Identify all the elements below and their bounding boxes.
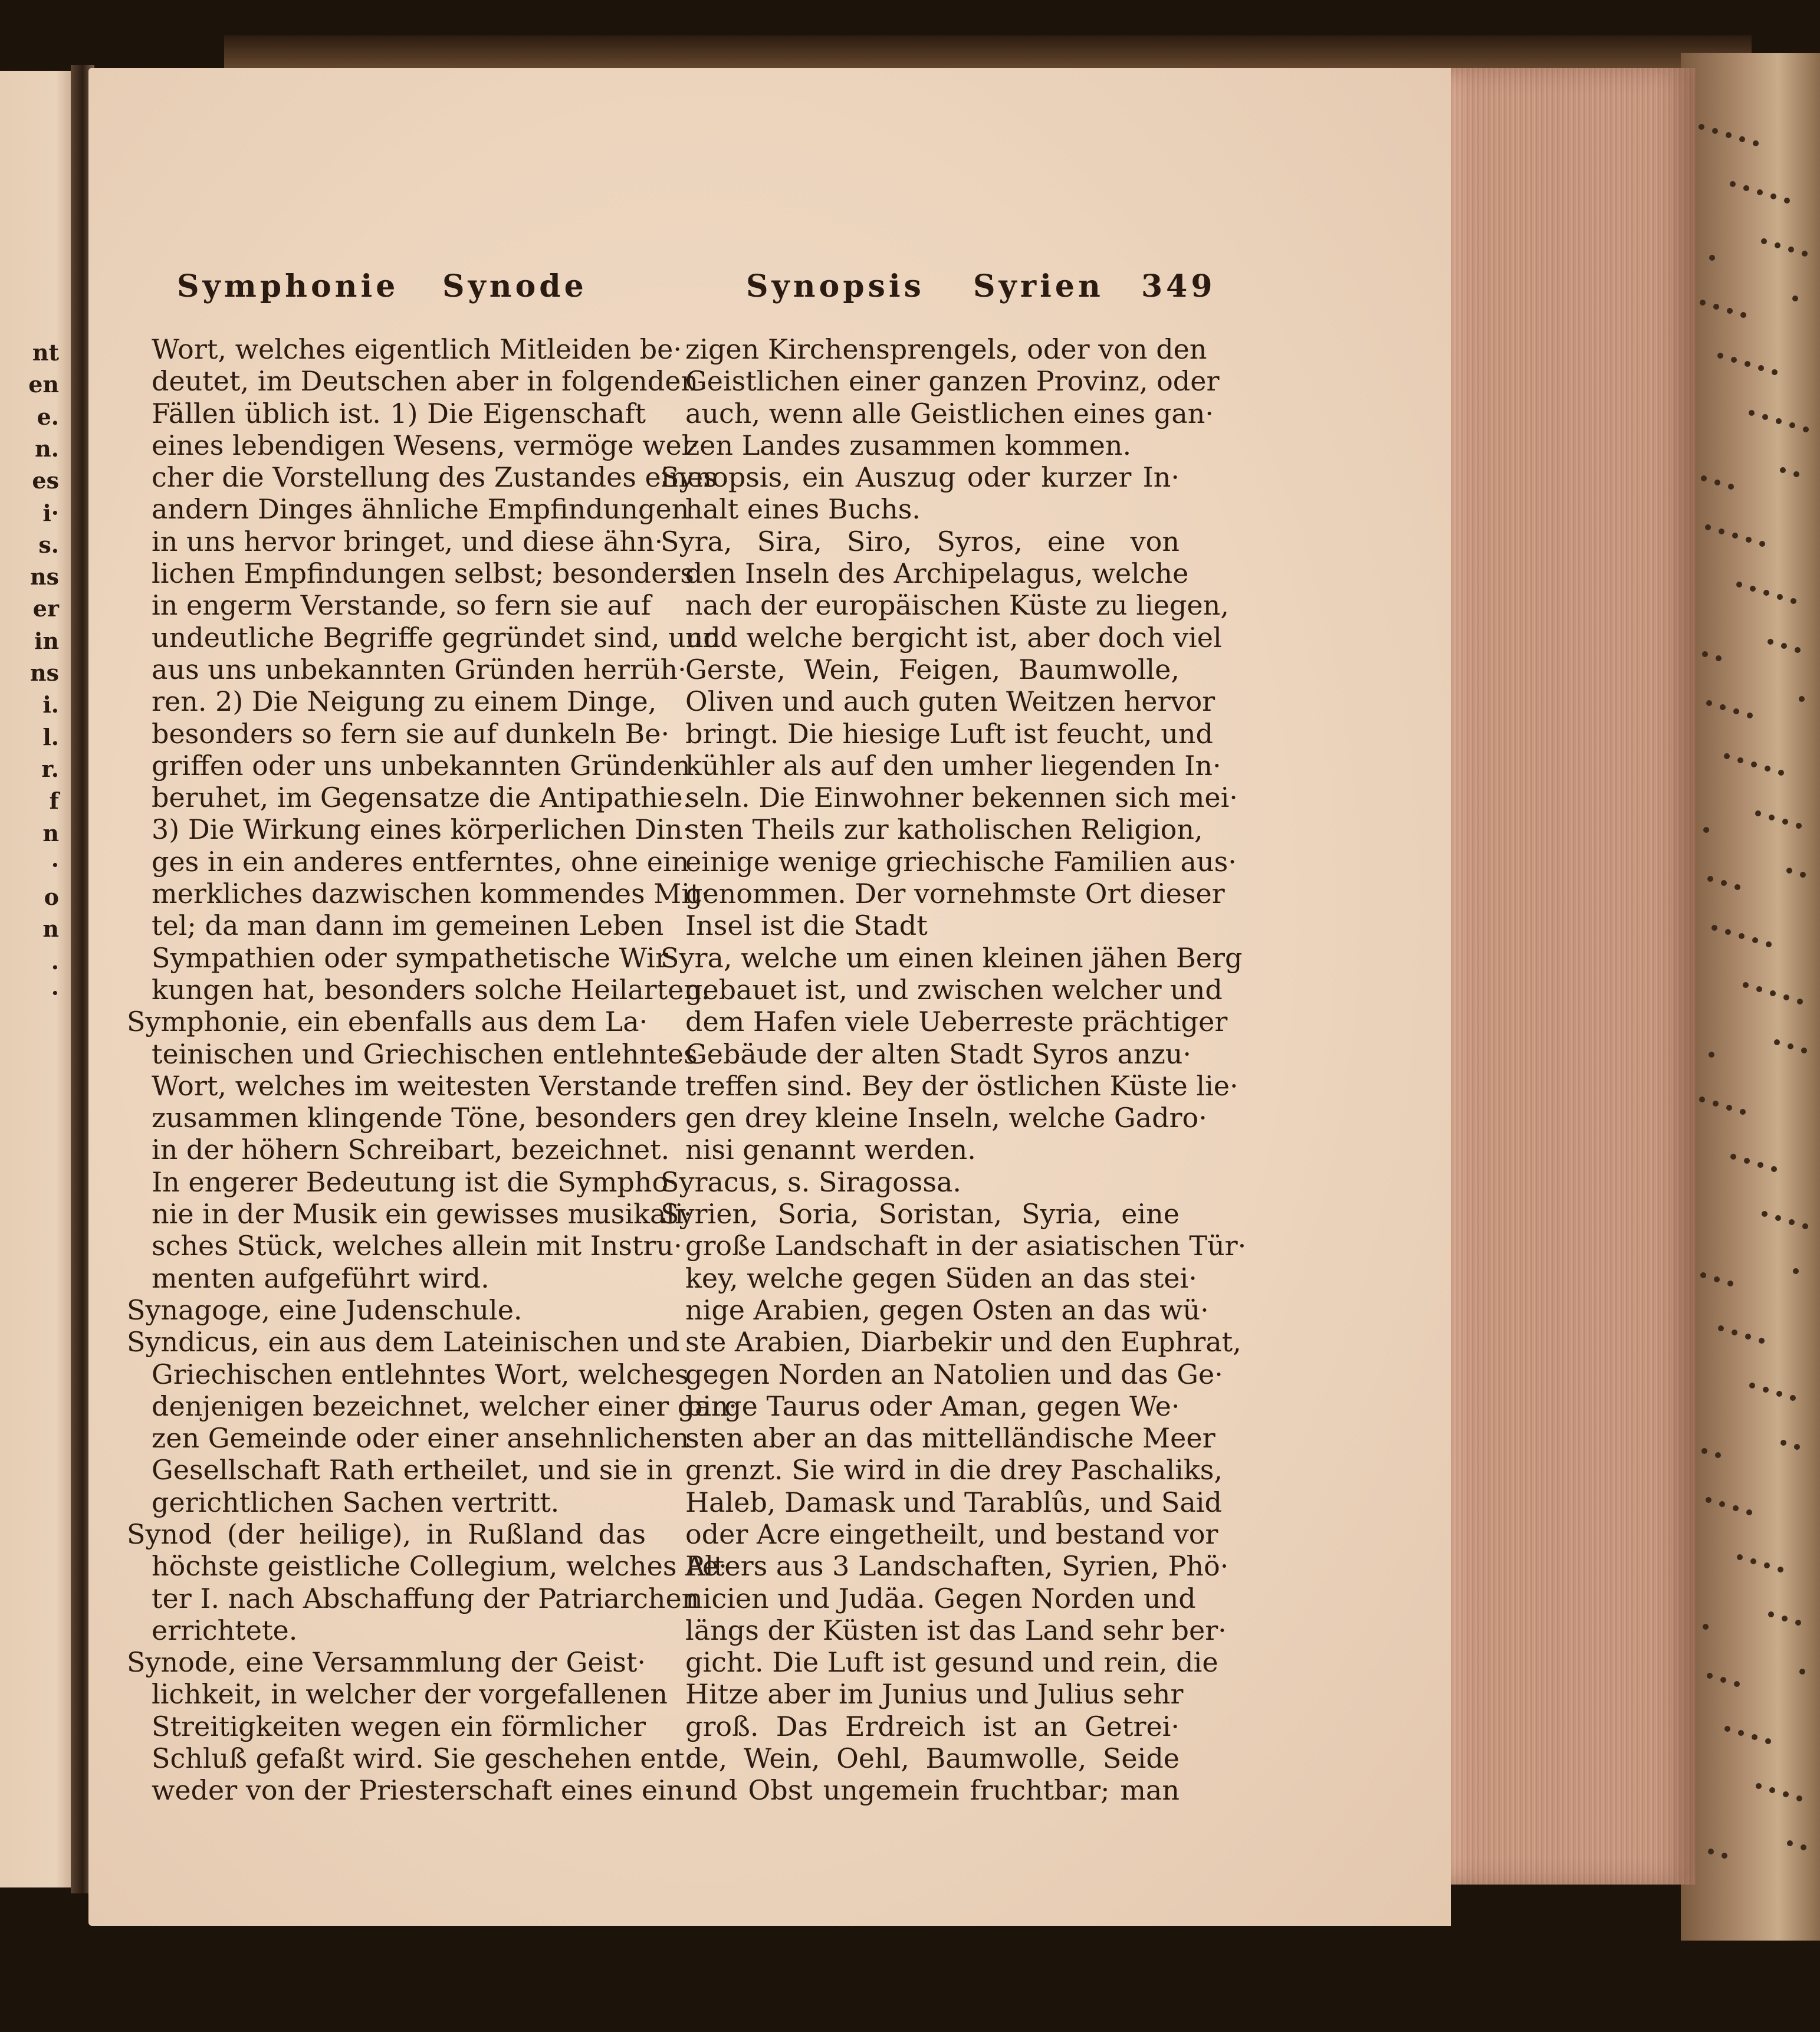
cover-speckle: [1727, 1281, 1733, 1286]
text-line: sten Theils zur katholischen Religion,: [685, 813, 1203, 846]
right-text-column: [661, 333, 1247, 1807]
cover-speckle: [1799, 1669, 1805, 1675]
cover-speckle: [1737, 757, 1743, 763]
text-line: Symphonie, ein ebenfalls aus dem La·: [127, 1006, 648, 1038]
text-line: nisi genannt werden.: [685, 1134, 976, 1166]
left-page-fragment: l.: [42, 723, 59, 750]
cover-speckle: [1771, 1166, 1777, 1172]
cover-speckle: [1766, 941, 1772, 947]
cover-speckle: [1759, 541, 1765, 547]
cover-speckle: [1730, 181, 1736, 187]
cover-speckle: [1713, 304, 1719, 310]
cover-speckle: [1793, 1268, 1799, 1274]
cover-speckle: [1762, 414, 1768, 420]
left-page-fragment: i·: [42, 499, 59, 526]
text-line: Syra, Sira, Siro, Syros, eine von: [661, 525, 1180, 557]
cover-speckle: [1788, 247, 1794, 252]
text-line: längs der Küsten ist das Land sehr ber·: [685, 1614, 1227, 1646]
text-line: Sympathien oder sympathetische Wir·: [152, 941, 677, 974]
text-line: 3) Die Wirkung eines körperlichen Din·: [152, 813, 691, 846]
cover-speckle: [1737, 1554, 1743, 1560]
cover-speckle: [1786, 868, 1792, 874]
text-line: oder Acre eingetheilt, und bestand vor: [685, 1518, 1218, 1550]
cover-speckle: [1774, 1039, 1780, 1045]
text-line: sten aber an das mittelländische Meer: [685, 1422, 1215, 1455]
text-line: Insel ist die Stadt: [685, 910, 928, 942]
running-head-right-word-2: Syrien: [973, 268, 1104, 304]
cover-speckle: [1703, 827, 1709, 833]
cover-speckle: [1796, 823, 1802, 829]
cover-speckle: [1758, 365, 1764, 371]
text-line: dem Hafen viele Ueberreste prächtiger: [685, 1006, 1228, 1038]
text-line: ren. 2) Die Neigung zu einem Dinge,: [152, 685, 657, 718]
cover-speckle: [1720, 704, 1726, 710]
cover-speckle: [1752, 937, 1758, 943]
cover-speckle: [1777, 594, 1783, 600]
text-line: tel; da man dann im gemeinen Leben: [152, 910, 664, 942]
left-page-fragment: ns: [29, 659, 59, 686]
book-cover-right: [1681, 53, 1820, 1941]
text-line: und welche bergicht ist, aber doch viel: [685, 621, 1222, 654]
text-line: Synagoge, eine Judenschule.: [127, 1294, 523, 1326]
cover-speckle: [1709, 1052, 1714, 1058]
cover-speckle: [1730, 1154, 1736, 1160]
cover-speckle: [1788, 1043, 1793, 1049]
cover-speckle: [1801, 1844, 1806, 1850]
cover-speckle: [1720, 1677, 1726, 1683]
text-line: nach der europäischen Küste zu liegen,: [685, 589, 1229, 622]
text-line: Wort, welches eigentlich Mitleiden be·: [152, 333, 682, 365]
text-line: Gesellschaft Rath ertheilet, und sie in: [152, 1454, 673, 1486]
cover-speckle: [1765, 1738, 1771, 1744]
text-line: Gebäude der alten Stadt Syros anzu·: [685, 1038, 1192, 1070]
cover-speckle: [1794, 1444, 1800, 1450]
text-line: grenzt. Sie wird in die drey Paschaliks,: [685, 1454, 1223, 1486]
cover-speckle: [1751, 761, 1757, 767]
text-line: Alters aus 3 Landschaften, Syrien, Phö·: [685, 1550, 1229, 1583]
left-page-fragment: n: [42, 819, 59, 846]
cover-speckle: [1790, 1395, 1796, 1401]
text-line: Fällen üblich ist. 1) Die Eigenschaft: [152, 397, 646, 429]
text-line: Synod (der heilige), in Rußland das: [127, 1518, 646, 1550]
cover-speckle: [1750, 586, 1756, 592]
cover-speckle: [1743, 185, 1749, 191]
cover-speckle: [1776, 418, 1782, 424]
cover-speckle: [1745, 1334, 1751, 1340]
cover-speckle: [1756, 986, 1762, 992]
text-line: gegen Norden an Natolien und das Ge·: [685, 1358, 1223, 1390]
left-page-fragment: n: [42, 915, 59, 943]
text-line: kühler als auf den umher liegenden In·: [685, 749, 1221, 782]
cover-speckle: [1801, 1048, 1807, 1053]
cover-speckle: [1724, 1726, 1730, 1732]
text-line: und Obst ungemein fruchtbar; man: [685, 1774, 1180, 1807]
text-line: eines lebendigen Wesens, vermöge wel·: [152, 429, 699, 461]
left-page-fragment: .: [51, 947, 59, 974]
cover-speckle: [1734, 884, 1740, 890]
cover-speckle: [1789, 1219, 1795, 1225]
running-head-left-word-2: Synode: [442, 268, 587, 304]
cover-speckle: [1715, 1452, 1721, 1458]
cover-speckle: [1746, 537, 1752, 543]
cover-speckle: [1738, 1730, 1744, 1736]
cover-speckle: [1797, 999, 1803, 1004]
text-line: griffen oder uns unbekannten Gründen: [152, 749, 691, 782]
cover-speckle: [1753, 140, 1759, 146]
text-line: Syndicus, ein aus dem Lateinischen und: [127, 1326, 680, 1358]
cover-speckle: [1700, 1272, 1706, 1278]
text-line: weder von der Priesterschaft eines ein·: [152, 1774, 693, 1807]
text-line: aus uns unbekannten Gründen herrüh·: [152, 653, 686, 685]
cover-speckle: [1768, 639, 1773, 645]
cover-speckle: [1787, 1840, 1793, 1846]
text-line: Synopsis, ein Auszug oder kurzer In·: [661, 461, 1180, 494]
cover-speckle: [1800, 872, 1806, 878]
left-page-edge: [0, 71, 80, 1887]
text-line: Geistlichen einer ganzen Provinz, oder: [685, 365, 1220, 398]
text-line: cher die Vorstellung des Zustandes eines: [152, 461, 717, 494]
text-line: treffen sind. Bey der östlichen Küste lie·: [685, 1069, 1238, 1102]
text-line: zusammen klingende Töne, besonders: [152, 1102, 677, 1134]
left-page-fragment: f: [49, 787, 59, 815]
cover-speckle: [1739, 136, 1745, 142]
text-line: zen Landes zusammen kommen.: [685, 429, 1132, 461]
cover-speckle: [1714, 480, 1720, 485]
cover-speckle: [1761, 238, 1767, 244]
text-line: Syra, welche um einen kleinen jähen Berg: [661, 941, 1243, 974]
cover-speckle: [1783, 1791, 1789, 1797]
left-page-fragment: ·: [51, 980, 59, 1006]
cover-speckle: [1752, 1734, 1757, 1740]
text-line: menten aufgeführt wird.: [152, 1262, 490, 1294]
cover-speckle: [1701, 475, 1707, 481]
cover-speckle: [1780, 1440, 1786, 1446]
cover-speckle: [1770, 193, 1776, 199]
cover-speckle: [1772, 369, 1778, 375]
cover-speckle: [1789, 422, 1795, 428]
cover-speckle: [1747, 713, 1753, 718]
running-head-right-word-1: Synopsis: [746, 268, 925, 304]
cover-speckle: [1719, 1501, 1725, 1507]
text-line: nige Arabien, gegen Osten an das wü·: [685, 1294, 1209, 1326]
cover-speckle: [1802, 1223, 1808, 1229]
text-line: den Inseln des Archipelagus, welche: [685, 557, 1189, 590]
text-line: lichkeit, in welcher der vorgefallenen: [152, 1678, 668, 1711]
text-line: Schluß gefaßt wird. Sie geschehen ent·: [152, 1742, 694, 1775]
cover-speckle: [1795, 647, 1801, 653]
text-line: in engerm Verstande, so fern sie auf: [152, 589, 651, 622]
text-line: in uns hervor bringet, und diese ähn·: [152, 525, 663, 557]
cover-speckle: [1775, 1215, 1781, 1221]
cover-speckle: [1713, 1101, 1719, 1107]
text-line: key, welche gegen Süden an das stei·: [685, 1262, 1197, 1294]
cover-speckle: [1734, 1681, 1740, 1687]
cover-speckle: [1793, 471, 1799, 477]
cover-speckle: [1708, 1849, 1714, 1854]
cover-speckle: [1759, 1338, 1765, 1344]
cover-speckle: [1749, 410, 1755, 416]
cover-speckle: [1706, 1497, 1711, 1503]
text-line: ges in ein anderes entferntes, ohne ein: [152, 845, 689, 878]
cover-speckle: [1699, 124, 1704, 130]
cover-speckle: [1703, 1624, 1709, 1630]
text-line: gicht. Die Luft ist gesund und rein, die: [685, 1646, 1218, 1679]
text-line: kungen hat, besonders solche Heilarten.: [152, 973, 710, 1006]
cover-speckle: [1749, 1383, 1755, 1388]
text-line: lichen Empfindungen selbst; besonders: [152, 557, 694, 590]
cover-speckle: [1705, 524, 1711, 530]
cover-speckle: [1717, 353, 1723, 359]
cover-speckle: [1712, 128, 1718, 134]
cover-speckle: [1722, 1853, 1727, 1859]
cover-speckle: [1757, 1162, 1763, 1168]
cover-speckle: [1784, 198, 1790, 203]
cover-speckle: [1803, 426, 1809, 432]
cover-speckle: [1750, 1558, 1756, 1564]
text-line: beruhet, im Gegensatze die Antipathie.: [152, 782, 692, 814]
left-page-fragment: ns: [29, 563, 59, 590]
cover-speckle: [1740, 312, 1746, 318]
left-page-fragment: ·: [51, 851, 59, 878]
text-line: halt eines Buchs.: [685, 493, 921, 526]
text-line: sches Stück, welches allein mit Instru·: [152, 1230, 682, 1262]
text-line: merkliches dazwischen kommendes Mit·: [152, 878, 710, 910]
right-page: [88, 68, 1451, 1926]
cover-speckle: [1770, 990, 1776, 996]
text-line: andern Dinges ähnliche Empfindungen: [152, 493, 689, 526]
cover-speckle: [1792, 296, 1798, 301]
cover-speckle: [1719, 528, 1724, 534]
cover-speckle: [1802, 251, 1808, 257]
left-page-fragment: in: [34, 627, 59, 654]
running-head-left-word-1: Symphonie: [177, 268, 399, 304]
cover-speckle: [1725, 929, 1731, 935]
cover-speckle: [1736, 582, 1742, 587]
cover-speckle: [1765, 766, 1770, 772]
cover-speckle: [1700, 300, 1706, 306]
text-line: errichtete.: [152, 1614, 298, 1646]
cover-speckle: [1733, 708, 1739, 714]
text-line: nicien und Judäa. Gegen Norden und: [685, 1582, 1196, 1614]
cover-speckle: [1726, 1105, 1732, 1111]
cover-speckle: [1732, 1330, 1737, 1335]
text-line: birge Taurus oder Aman, gegen We·: [685, 1390, 1180, 1422]
cover-speckle: [1714, 1276, 1720, 1282]
text-line: Oliven und auch guten Weitzen hervor: [685, 685, 1215, 718]
cover-speckle: [1726, 132, 1732, 138]
cover-speckle: [1724, 753, 1730, 759]
cover-speckle: [1745, 361, 1750, 367]
cover-speckle: [1769, 815, 1775, 820]
cover-speckle: [1733, 1505, 1739, 1511]
cover-speckle: [1755, 810, 1761, 816]
cover-speckle: [1763, 590, 1769, 596]
text-line: gen drey kleine Inseln, welche Gadro·: [685, 1102, 1207, 1134]
text-line: seln. Die Einwohner bekennen sich mei·: [685, 782, 1238, 814]
cover-speckle: [1781, 643, 1787, 649]
text-line: zigen Kirchensprengels, oder von den: [685, 333, 1207, 365]
text-line: bringt. Die hiesige Luft ist feucht, und: [685, 717, 1213, 750]
cover-speckle: [1775, 242, 1780, 248]
cover-speckle: [1740, 1109, 1746, 1115]
page-number: 349: [1141, 268, 1216, 304]
cover-speckle: [1721, 880, 1727, 886]
text-line: Syracus, s. Siragossa.: [661, 1166, 962, 1198]
left-page-fragment: es: [32, 467, 59, 494]
text-line: teinischen und Griechischen entlehntes: [152, 1038, 698, 1070]
text-line: de, Wein, Oehl, Baumwolle, Seide: [685, 1742, 1180, 1775]
cover-speckle: [1743, 982, 1749, 988]
text-line: einige wenige griechische Familien aus·: [685, 845, 1237, 878]
left-page-fragment: o: [44, 884, 59, 911]
cover-speckle: [1699, 1097, 1705, 1102]
cover-speckle: [1782, 819, 1788, 825]
text-line: ter I. nach Abschaffung der Patriarchen: [152, 1582, 699, 1614]
cover-speckle: [1702, 651, 1708, 657]
cover-speckle: [1701, 1448, 1707, 1454]
cover-speckle: [1795, 1620, 1801, 1626]
left-page-fragment: en: [28, 371, 59, 398]
left-page-fragment: i.: [42, 691, 59, 718]
cover-speckle: [1744, 1158, 1750, 1164]
text-line: Haleb, Damask und Tarablûs, und Said: [685, 1486, 1222, 1518]
text-line: genommen. Der vornehmste Ort dieser: [685, 878, 1225, 910]
cover-speckle: [1731, 357, 1737, 363]
cover-speckle: [1782, 1616, 1788, 1621]
left-page-fragment: s.: [38, 531, 59, 558]
left-text-column: [127, 333, 737, 1807]
text-line: höchste geistliche Collegium, welches Pe·: [152, 1550, 727, 1583]
cover-speckle: [1757, 189, 1763, 195]
text-line: deutet, im Deutschen aber in folgenden: [152, 365, 699, 398]
left-page-fragment: e.: [37, 403, 59, 430]
text-line: denjenigen bezeichnet, welcher einer gan·: [152, 1390, 737, 1422]
cover-speckle: [1746, 1509, 1752, 1515]
text-line: in der höhern Schreibart, bezeichnet.: [152, 1134, 670, 1166]
text-line: gerichtlichen Sachen vertritt.: [152, 1486, 560, 1518]
text-line: Streitigkeiten wegen ein förmlicher: [152, 1710, 646, 1742]
cover-speckle: [1716, 655, 1722, 661]
cover-speckle: [1768, 1611, 1774, 1617]
cover-speckle: [1727, 308, 1733, 314]
cover-speckle: [1780, 467, 1786, 473]
text-line: Wort, welches im weitesten Verstande: [152, 1069, 678, 1102]
cover-speckle: [1776, 1391, 1782, 1397]
cover-speckle: [1783, 994, 1789, 1000]
cover-speckle: [1764, 1562, 1770, 1568]
cover-speckle: [1728, 484, 1734, 490]
cover-speckle: [1762, 1211, 1768, 1217]
text-line: In engerer Bedeutung ist die Sympho·: [152, 1166, 677, 1198]
cover-speckle: [1796, 1795, 1802, 1801]
text-line: große Landschaft in der asiatischen Tür·: [685, 1230, 1247, 1262]
cover-speckle: [1799, 696, 1805, 702]
text-line: auch, wenn alle Geistlichen eines gan·: [685, 397, 1214, 429]
left-page-fragment: r.: [41, 755, 59, 782]
cover-speckle: [1706, 700, 1712, 706]
text-line: Synode, eine Versammlung der Geist·: [127, 1646, 646, 1679]
cover-speckle: [1711, 925, 1717, 931]
cover-speckle: [1791, 598, 1796, 604]
text-line: nie in der Musik ein gewisses musikali·: [152, 1198, 692, 1230]
cover-speckle: [1732, 533, 1738, 539]
text-line: undeutliche Begriffe gegründet sind, und: [152, 621, 721, 654]
cover-speckle: [1769, 1787, 1775, 1793]
cover-speckle: [1707, 876, 1713, 882]
cover-speckle: [1709, 255, 1715, 261]
text-line: Syrien, Soria, Soristan, Syria, eine: [661, 1198, 1180, 1230]
text-line: Griechischen entlehntes Wort, welches: [152, 1358, 689, 1390]
cover-speckle: [1763, 1387, 1769, 1393]
left-page-fragment: nt: [32, 339, 59, 366]
page-block-edge: [1448, 68, 1696, 1885]
text-line: Gerste, Wein, Feigen, Baumwolle,: [685, 653, 1180, 685]
text-line: besonders so fern sie auf dunkeln Be·: [152, 717, 670, 750]
text-line: Hitze aber im Junius und Julius sehr: [685, 1678, 1184, 1711]
cover-speckle: [1778, 1567, 1783, 1573]
cover-speckle: [1718, 1325, 1724, 1331]
text-line: zen Gemeinde oder einer ansehnlichen: [152, 1422, 689, 1455]
left-page-fragment: n.: [35, 435, 59, 462]
text-line: ste Arabien, Diarbekir und den Euphrat,: [685, 1326, 1241, 1358]
cover-speckle: [1739, 933, 1745, 939]
left-page-fragment: er: [32, 595, 59, 622]
cover-speckle: [1778, 770, 1784, 776]
cover-speckle: [1707, 1673, 1713, 1679]
text-line: gebauet ist, und zwischen welcher und: [685, 973, 1223, 1006]
cover-speckle: [1756, 1783, 1762, 1789]
text-line: groß. Das Erdreich ist an Getrei·: [685, 1710, 1180, 1742]
